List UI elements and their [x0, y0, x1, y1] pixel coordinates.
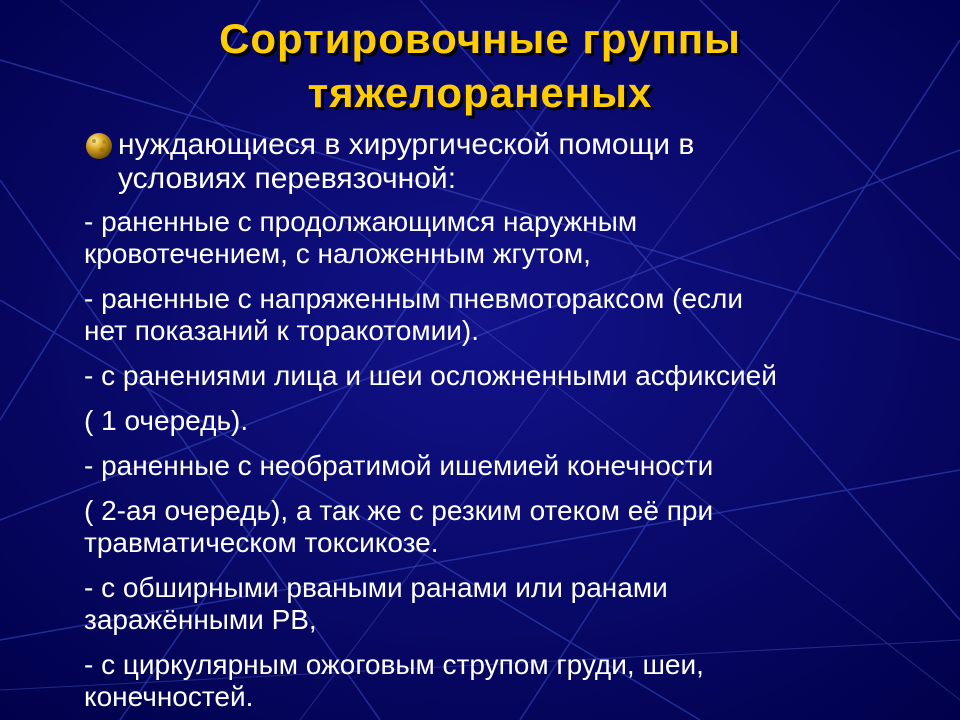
paragraph-line: - раненные с необратимой ишемией конечности	[84, 450, 714, 481]
paragraph-line: - с ранениями лица и шеи осложненными асфиксией	[84, 360, 777, 391]
bullet-line-1: нуждающиеся в хирургической помощи в	[118, 128, 695, 161]
slide-content	[84, 128, 944, 720]
bullet-line-2: условиях перевязочной:	[118, 162, 457, 195]
title-line-2: тяжелораненых	[307, 69, 653, 116]
gold-sphere-bullet-icon	[84, 131, 114, 161]
paragraph-line: травматическом токсикозе.	[84, 527, 439, 558]
paragraph	[84, 206, 944, 270]
paragraph-line: кровотечением, с наложенным жгутом,	[84, 238, 591, 269]
paragraph-line: - с обширными рваными ранами или ранами	[84, 572, 668, 603]
paragraph-line: нет показаний к торакотомии).	[84, 315, 479, 346]
bullet-item	[84, 128, 944, 196]
title-line-1: Сортировочные группы	[219, 15, 741, 62]
paragraph	[84, 495, 944, 559]
paragraph-line: ( 2-ая очередь), а так же с резким отеком её при	[84, 495, 714, 526]
paragraph-line: заражёнными РВ,	[84, 604, 317, 635]
paragraph	[84, 450, 944, 482]
paragraph-line: ( 1 очередь).	[84, 405, 249, 436]
paragraph	[84, 283, 944, 347]
paragraph	[84, 360, 944, 392]
slide-title	[0, 12, 960, 120]
paragraph-line: - раненные с продолжающимся наружным	[84, 206, 638, 237]
paragraph	[84, 405, 944, 437]
paragraph	[84, 649, 944, 713]
paragraph-line: - с циркулярным ожоговым струпом груди, шеи,	[84, 649, 704, 680]
paragraph-line: - раненные с напряженным пневмотораксом (если	[84, 283, 744, 314]
paragraph-list	[84, 206, 944, 713]
paragraph	[84, 572, 944, 636]
paragraph-line: конечностей.	[84, 681, 254, 712]
